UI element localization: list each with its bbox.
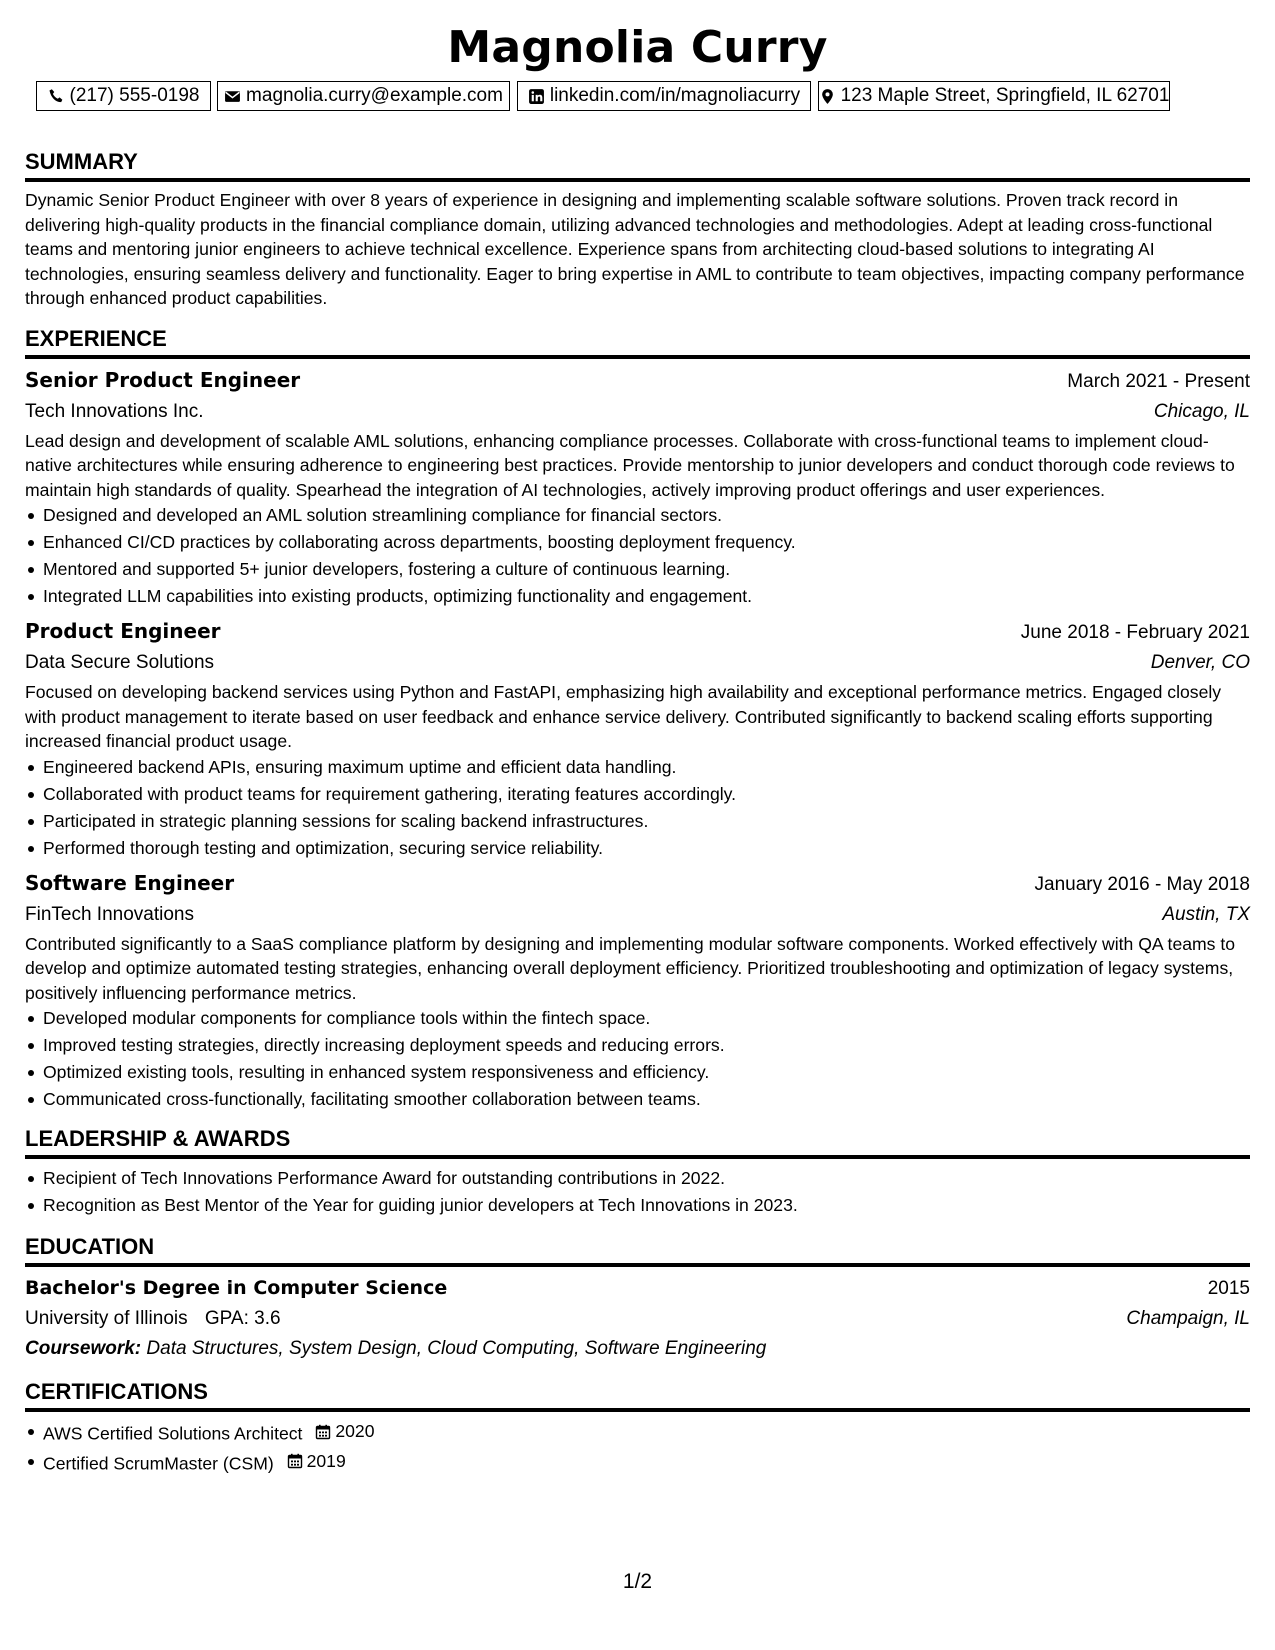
leadership-list — [25, 1165, 1250, 1219]
job-title: Senior Product Engineer — [25, 367, 301, 392]
experience-heading: EXPERIENCE — [25, 325, 1250, 359]
contact-phone — [36, 81, 211, 111]
contact-address-text: 123 Maple Street, Springfield, IL 62701 — [840, 85, 1170, 106]
leadership-heading: LEADERSHIP & AWARDS — [25, 1125, 1250, 1159]
job-location: Chicago, IL — [1153, 400, 1250, 422]
summary-heading: SUMMARY — [25, 148, 1250, 182]
graduation-year: 2015 — [1207, 1278, 1250, 1299]
calendar-icon — [287, 1453, 303, 1469]
list-item: Mentored and supported 5+ junior developers, fostering a culture of continuous learning. — [43, 556, 1250, 583]
cert-year: 2019 — [306, 1450, 346, 1471]
phone-icon — [48, 88, 65, 105]
cert-year: 2020 — [335, 1421, 375, 1441]
list-item: Recognition as Best Mentor of the Year for guiding junior developers at Tech Innovations in 2023. — [43, 1192, 1250, 1219]
contact-email-text: magnolia.curry@example.com — [246, 85, 503, 106]
list-item: Improved testing strategies, directly increasing deployment speeds and reducing errors. — [43, 1032, 1250, 1059]
job-date: March 2021 - Present — [1067, 370, 1250, 392]
job-description: Focused on developing backend services using Python and FastAPI, emphasizing high availability and exceptional performance metrics. Engaged closely with product management to iterate based on user feedback and enhance service delivery. Contributed significantly to backend scaling efforts supporting increased financial product usage. — [25, 682, 1222, 751]
job-bullets — [25, 502, 1250, 610]
job-location: Austin, TX — [1162, 903, 1250, 925]
list-item: Participated in strategic planning sessions for scaling backend infrastructures. — [43, 808, 1250, 835]
school-name: University of Illinois — [25, 1308, 188, 1329]
list-item: Optimized existing tools, resulting in enhanced system responsiveness and efficiency. — [43, 1059, 1250, 1086]
degree-title: Bachelor's Degree in Computer Science — [25, 1277, 448, 1299]
list-item: Engineered backend APIs, ensuring maximum uptime and efficient data handling. — [43, 754, 1250, 781]
cert-name: Certified ScrumMaster (CSM) — [43, 1453, 274, 1473]
calendar-icon — [315, 1424, 331, 1440]
contact-address — [818, 81, 1170, 111]
job-bullets — [25, 754, 1250, 862]
job-company: Data Secure Solutions — [25, 652, 215, 673]
certifications-list — [25, 1418, 1250, 1477]
cert-name: AWS Certified Solutions Architect — [43, 1423, 303, 1444]
coursework-list: Data Structures, System Design, Cloud Computing, Software Engineering — [146, 1338, 767, 1359]
job-description: Lead design and development of scalable AML solutions, enhancing compliance processes. Collaborate with cross-functional teams to implement cloud-native architectures while ensuring adherence to engineering best practices. Provide mentorship to junior developers and conduct thorough code reviews to maintain high standards of quality. Spearhead the integration of AI technologies, actively improving product offerings and user experiences. — [25, 430, 1235, 500]
job-location: Denver, CO — [1150, 652, 1250, 673]
list-item: Designed and developed an AML solution streamlining compliance for financial sectors. — [43, 502, 1250, 529]
map-marker-icon — [819, 88, 836, 105]
job-company: FinTech Innovations — [25, 903, 194, 925]
school-location: Champaign, IL — [1126, 1308, 1250, 1329]
contact-phone-text: (217) 555-0198 — [69, 85, 200, 106]
contact-linkedin — [517, 81, 811, 111]
job-entry — [25, 868, 1250, 1114]
list-item: Recipient of Tech Innovations Performance Award for outstanding contributions in 2022. — [43, 1165, 1250, 1192]
job-date: January 2016 - May 2018 — [1034, 873, 1250, 895]
job-date: June 2018 - February 2021 — [1020, 622, 1250, 643]
certifications-heading: CERTIFICATIONS — [25, 1378, 1250, 1412]
list-item — [43, 1418, 1250, 1448]
list-item: Communicated cross-functionally, facilitating smoother collaboration between teams. — [43, 1086, 1250, 1113]
gpa: GPA: 3.6 — [204, 1308, 281, 1329]
summary-text: Dynamic Senior Product Engineer with over 8 years of experience in designing and implementing scalable software solutions. Proven track record in delivering high-quality products in the financial compliance domain, utilizing advanced technologies and methodologies. Adept at leading cross-functional teams and mentoring junior engineers to achieve technical excellence. Experience spans from architecting cloud-based solutions to integrating AI technologies, ensuring seamless delivery and functionality. Eager to bring expertise in AML to contribute to team objectives, impacting company performance through enhanced product capabilities. — [25, 190, 1245, 308]
coursework-label: Coursework: — [25, 1338, 142, 1359]
linkedin-icon — [528, 88, 545, 105]
job-entry — [25, 616, 1250, 862]
education-heading: EDUCATION — [25, 1233, 1250, 1267]
contact-email — [217, 81, 510, 111]
list-item: Performed thorough testing and optimization, securing service reliability. — [43, 835, 1250, 862]
list-item — [43, 1448, 1250, 1478]
coursework — [25, 1334, 1250, 1364]
contact-linkedin-text: linkedin.com/in/magnoliacurry — [549, 85, 801, 106]
list-item: Enhanced CI/CD practices by collaborating across departments, boosting deployment frequency. — [43, 529, 1250, 556]
job-company: Tech Innovations Inc. — [25, 400, 204, 422]
candidate-name: Magnolia Curry — [447, 22, 828, 73]
envelope-icon — [224, 88, 241, 105]
job-title: Product Engineer — [25, 619, 221, 643]
page-number: 1/2 — [622, 1570, 653, 1593]
job-title: Software Engineer — [25, 870, 235, 895]
list-item: Collaborated with product teams for requirement gathering, iterating features accordingly. — [43, 781, 1250, 808]
job-entry — [25, 365, 1250, 611]
job-description: Contributed significantly to a SaaS compliance platform by designing and implementing modular software components. Worked effectively with QA teams to develop and optimize automated testing strategies, enhancing overall deployment efficiency. Prioritized troubleshooting and optimization of legacy systems, positively influencing performance metrics. — [25, 933, 1236, 1003]
list-item: Integrated LLM capabilities into existing products, optimizing functionality and engagement. — [43, 583, 1250, 610]
job-bullets — [25, 1005, 1250, 1113]
resume-body — [25, 148, 1250, 1477]
list-item: Developed modular components for compliance tools within the fintech space. — [43, 1005, 1250, 1032]
